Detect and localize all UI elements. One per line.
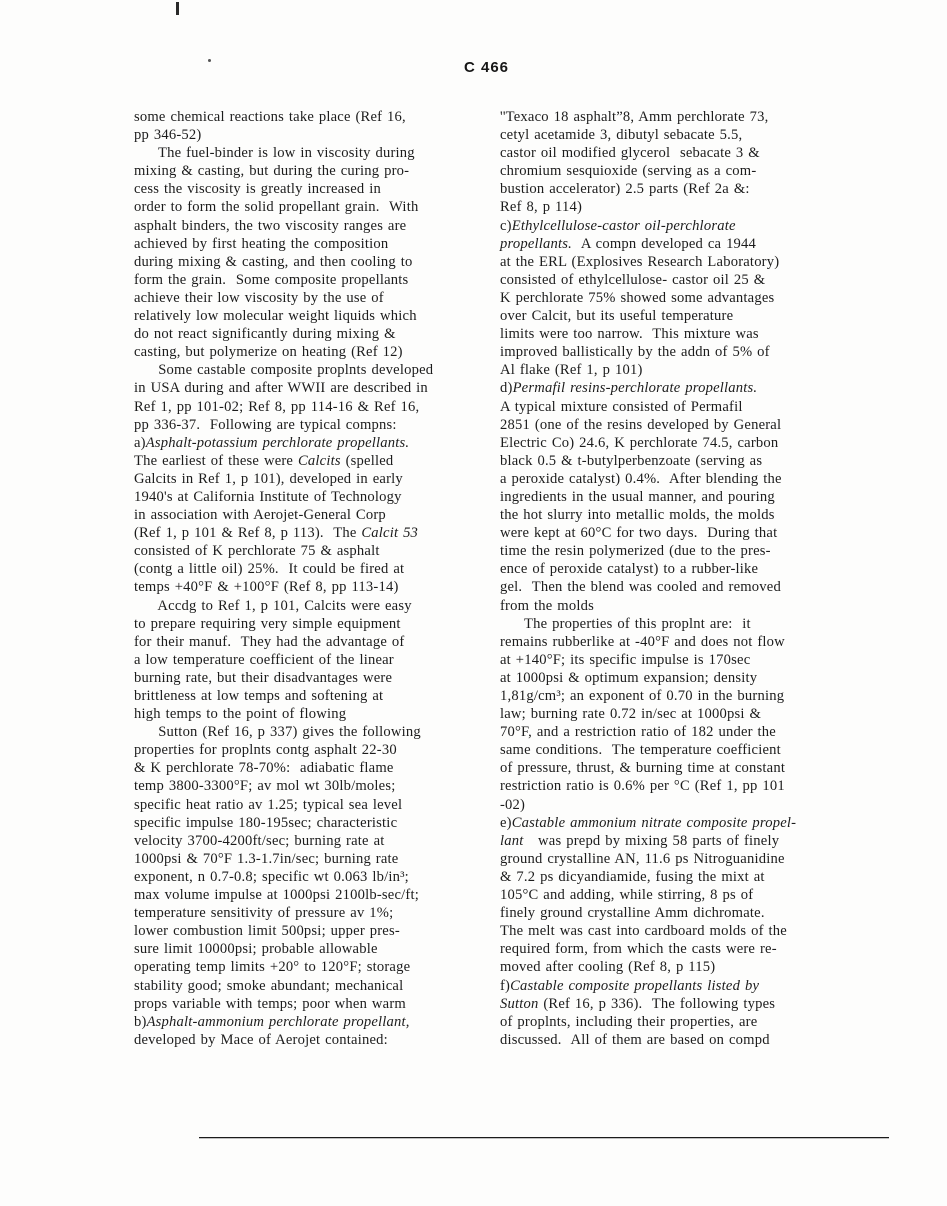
text-segment: was prepd by mixing 58 parts of finely — [523, 832, 780, 849]
text-line: exponent, n 0.7-0.8; specific wt 0.063 lb/in³; — [134, 868, 409, 885]
text-line: improved ballistically by the addn of 5% of — [500, 344, 770, 361]
text-line: operating temp limits +20° to 120°F; storage — [134, 959, 411, 976]
text-line: form the grain. Some composite propellants — [134, 271, 409, 288]
text-line: of proplnts, including their properties, are — [500, 1013, 758, 1030]
text-line: same conditions. The temperature coefficient — [500, 742, 781, 759]
text-line: discussed. All of them are based on compd — [500, 1031, 770, 1048]
italic-text-segment: lant — [500, 832, 524, 849]
text-line: do not react significantly during mixing & — [134, 326, 396, 343]
text-line: order to form the solid propellant grain. With — [134, 199, 419, 216]
text-line — [500, 235, 900, 253]
text-line: gel. Then the blend was cooled and removed — [500, 579, 781, 596]
text-line: 105°C and adding, while stirring, 8 ps of — [500, 887, 754, 904]
text-line: Ref 8, p 114) — [500, 199, 583, 216]
text-line — [500, 995, 900, 1013]
left-column — [134, 108, 484, 1049]
text-line: ence of peroxide catalyst) to a rubber-like — [500, 561, 759, 578]
text-line: pp 346-52) — [134, 127, 202, 144]
text-line: relatively low molecular weight liquids which — [134, 308, 417, 325]
text-line: moved after cooling (Ref 8, p 115) — [500, 959, 716, 976]
text-line — [500, 217, 900, 235]
italic-text-segment: Sutton — [500, 995, 539, 1012]
text-line: max volume impulse at 1000psi 2100lb-sec/ft; — [134, 887, 419, 904]
text-line: specific impulse 180-195sec; characteristic — [134, 814, 398, 831]
text-line: consisted of K perchlorate 75 & asphalt — [134, 543, 380, 560]
text-line: temperature sensitivity of pressure av 1%; — [134, 905, 394, 922]
italic-text-segment: Asphalt-ammonium perchlorate propellant, — [146, 1013, 410, 1030]
text-line: Ref 1, pp 101-02; Ref 8, pp 114-16 & Ref 16, — [134, 398, 420, 415]
text-segment: f) — [500, 977, 511, 994]
text-line: velocity 3700-4200ft/sec; burning rate at — [134, 832, 385, 849]
text-line: -02) — [500, 796, 526, 813]
text-line: Some castable composite proplnts developed — [134, 362, 434, 379]
text-line: ground crystalline AN, 11.6 ps Nitroguanidine — [500, 850, 785, 867]
text-line: ''Texaco 18 asphalt”8, Amm perchlorate 73, — [500, 109, 769, 125]
text-line — [134, 524, 484, 542]
text-line: casting, but polymerize on heating (Ref 12) — [134, 344, 403, 361]
text-segment: c) — [500, 217, 512, 234]
text-line: at +140°F; its specific impulse is 170sec — [500, 651, 751, 668]
right-column — [500, 108, 900, 1049]
text-line: consisted of ethylcellulose- castor oil 25 & — [500, 271, 766, 288]
text-segment: a) — [134, 434, 146, 451]
text-line: properties for proplnts contg asphalt 22-30 — [134, 742, 397, 759]
text-line: A typical mixture consisted of Permafil — [500, 398, 743, 415]
text-segment: A compn developed ca 1944 — [572, 235, 757, 252]
text-line: Al flake (Ref 1, p 101) — [500, 362, 643, 379]
text-line: restriction ratio is 0.6% per °C (Ref 1, pp 101 — [500, 778, 785, 795]
text-line: over Calcit, but its useful temperature — [500, 308, 734, 325]
text-line: 70°F, and a restriction ratio of 182 under the — [500, 724, 776, 741]
text-line: in USA during and after WWII are described in — [134, 380, 428, 397]
text-line: mixing & casting, but during the curing pro- — [134, 163, 410, 180]
italic-text-segment: Asphalt-potassium perchlorate propellants. — [145, 434, 410, 451]
italic-text-segment: Castable ammonium nitrate composite propel- — [511, 814, 797, 831]
text-line: Electric Co) 24.6, K perchlorate 74.5, carbon — [500, 434, 779, 451]
text-line — [500, 977, 900, 995]
text-segment: (Ref 1, p 101 & Ref 8, p 113). The — [134, 525, 362, 542]
text-line: finely ground crystalline Amm dichromate. — [500, 905, 765, 922]
text-line — [134, 452, 484, 470]
text-line: cess the viscosity is greatly increased in — [134, 181, 382, 198]
text-line — [500, 814, 900, 832]
italic-text-segment: Calcit 53 — [361, 525, 419, 542]
text-line: Sutton (Ref 16, p 337) gives the following — [134, 724, 421, 741]
text-line: Accdg to Ref 1, p 101, Calcits were easy — [134, 597, 412, 614]
page-number-header: C 466 — [464, 59, 510, 76]
text-line: bustion accelerator) 2.5 parts (Ref 2a &: — [500, 181, 750, 198]
text-line: a peroxide catalyst) 0.4%. After blending the — [500, 470, 782, 487]
text-line: ingredients in the usual manner, and pouring — [500, 488, 775, 505]
text-line: cetyl acetamide 3, dibutyl sebacate 5.5, — [500, 127, 743, 144]
text-segment: d) — [500, 380, 513, 397]
text-line: 2851 (one of the resins developed by General — [500, 416, 782, 433]
text-line: temp 3800-3300°F; av mol wt 30lb/moles; — [134, 778, 396, 795]
text-line: sure limit 10000psi; probable allowable — [134, 941, 378, 958]
scan-artifact-dot — [208, 59, 211, 62]
text-line: asphalt binders, the two viscosity ranges are — [134, 217, 407, 234]
text-line: during mixing & casting, and then cooling to — [134, 253, 413, 270]
text-line: the hot slurry into metallic molds, the molds — [500, 507, 775, 524]
text-line: brittleness at low temps and softening at — [134, 688, 384, 704]
text-line: 1,81g/cm³; an exponent of 0.70 in the burning — [500, 688, 785, 704]
text-line: Galcits in Ref 1, p 101), developed in early — [134, 470, 403, 487]
text-segment: e) — [500, 814, 512, 831]
text-segment: The earliest of these were — [134, 452, 298, 469]
text-line: The properties of this proplnt are: it — [500, 615, 751, 632]
text-line: law; burning rate 0.72 in/sec at 1000psi & — [500, 706, 762, 723]
text-line: & K perchlorate 78-70%: adiabatic flame — [134, 760, 394, 777]
text-line: 1940's at California Institute of Technology — [134, 488, 402, 505]
text-line: burning rate, but their disadvantages were — [134, 669, 393, 686]
text-line: limits were too narrow. This mixture was — [500, 326, 759, 343]
text-line: high temps to the point of flowing — [134, 706, 347, 723]
text-line: at the ERL (Explosives Research Laboratory) — [500, 253, 780, 270]
text-line: for their manuf. They had the advantage of — [134, 633, 405, 650]
text-line: some chemical reactions take place (Ref 16, — [134, 109, 406, 125]
scan-artifact-tick — [176, 2, 179, 15]
text-line: of pressure, thrust, & burning time at constant — [500, 760, 786, 777]
bottom-rule — [199, 1137, 889, 1138]
italic-text-segment: Permafil resins-perchlorate propellants. — [512, 380, 758, 397]
text-line — [500, 832, 900, 850]
text-line — [500, 379, 900, 397]
text-line — [134, 434, 484, 452]
text-line: achieve their low viscosity by the use of — [134, 289, 384, 306]
text-line: 1000psi & 70°F 1.3-1.7in/sec; burning rate — [134, 850, 399, 867]
text-line: lower combustion limit 500psi; upper pres- — [134, 923, 400, 940]
text-line: from the molds — [500, 597, 594, 614]
text-line: chromium sesquioxide (serving as a com- — [500, 163, 757, 180]
text-line: K perchlorate 75% showed some advantages — [500, 289, 775, 306]
text-line: at 1000psi & optimum expansion; density — [500, 669, 758, 686]
text-line: The melt was cast into cardboard molds of the — [500, 923, 787, 940]
text-line: castor oil modified glycerol sebacate 3 & — [500, 145, 760, 162]
text-line: were kept at 60°C for two days. During that — [500, 525, 778, 542]
text-line: pp 336-37. Following are typical compns: — [134, 416, 397, 433]
text-line: remains rubberlike at -40°F and does not flow — [500, 633, 785, 650]
text-line: in association with Aerojet-General Corp — [134, 507, 386, 524]
text-line: specific heat ratio av 1.25; typical sea level — [134, 796, 403, 813]
text-line: The fuel-binder is low in viscosity during — [134, 145, 415, 162]
text-line — [134, 1013, 484, 1031]
text-line: a low temperature coefficient of the linear — [134, 651, 394, 668]
text-line: to prepare requiring very simple equipment — [134, 615, 401, 632]
text-segment: b) — [134, 1013, 147, 1030]
text-line: props variable with temps; poor when warm — [134, 995, 406, 1012]
italic-text-segment: propellants. — [500, 235, 572, 252]
italic-text-segment: Calcits — [297, 452, 341, 469]
italic-text-segment: Castable composite propellants listed by — [510, 977, 760, 994]
text-line: time the resin polymerized (due to the pres- — [500, 543, 771, 560]
text-segment: (Ref 16, p 336). The following types — [538, 995, 776, 1012]
text-segment: (spelled — [340, 452, 394, 469]
text-line: required form, from which the casts were re- — [500, 941, 777, 958]
text-line: stability good; smoke abundant; mechanical — [134, 977, 404, 994]
text-line: black 0.5 & t-butylperbenzoate (serving as — [500, 452, 763, 469]
text-line: developed by Mace of Aerojet contained: — [134, 1031, 388, 1048]
text-line: achieved by first heating the composition — [134, 235, 389, 252]
text-line: & 7.2 ps dicyandiamide, fusing the mixt at — [500, 868, 765, 885]
italic-text-segment: Ethylcellulose-castor oil-perchlorate — [511, 217, 736, 234]
text-line: temps +40°F & +100°F (Ref 8, pp 113-14) — [134, 579, 399, 596]
text-line: (contg a little oil) 25%. It could be fired at — [134, 561, 405, 578]
